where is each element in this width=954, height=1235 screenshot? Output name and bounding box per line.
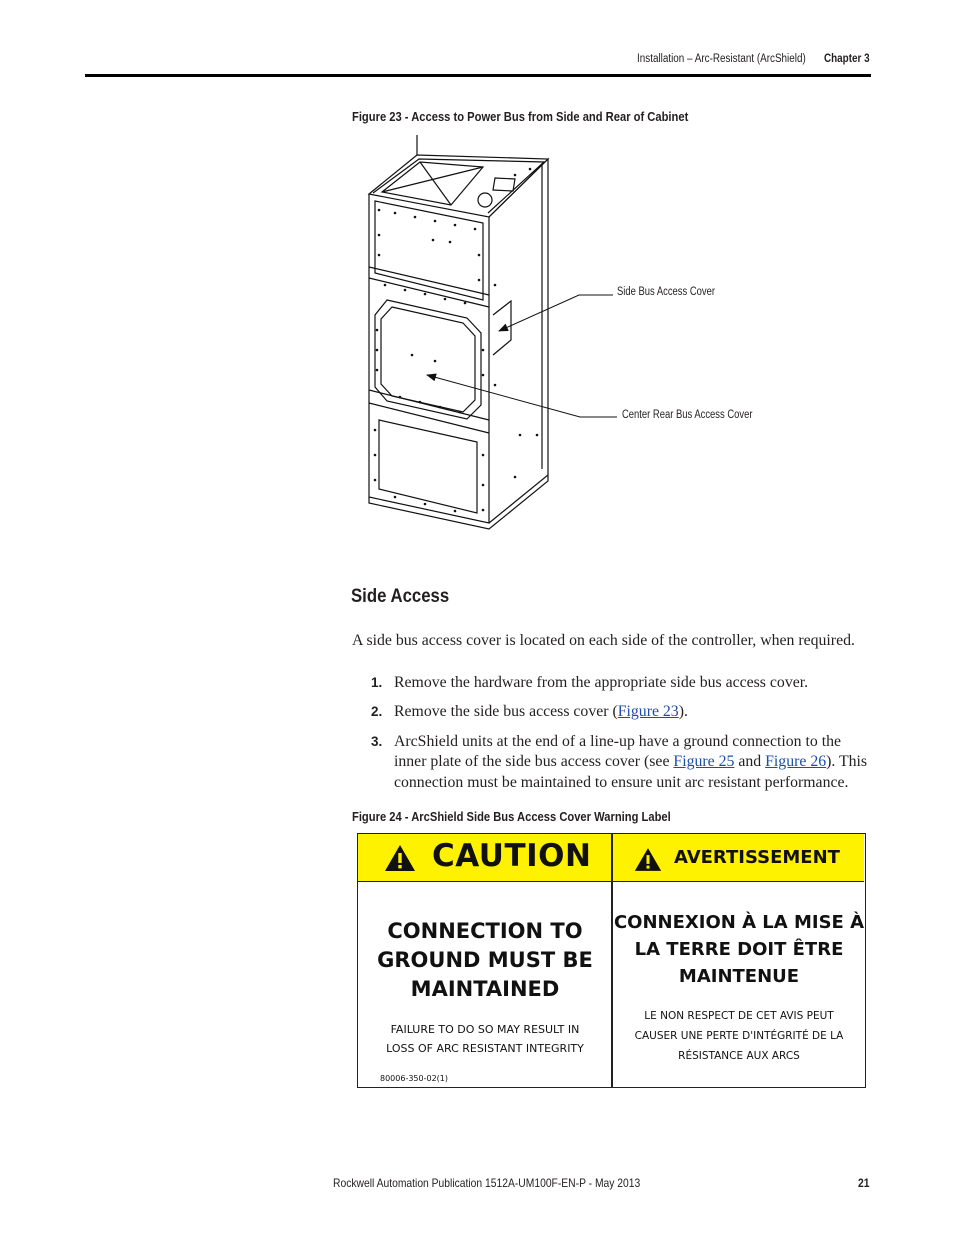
caution-message-line-3: MAINTAINED bbox=[410, 977, 560, 1001]
step-2-number: 2. bbox=[371, 704, 383, 719]
figure-23-caption: Figure 23 - Access to Power Bus from Side and Rear of Cabinet bbox=[352, 109, 689, 124]
cabinet-drawing bbox=[355, 135, 815, 535]
caution-header bbox=[358, 834, 612, 882]
caution-message-line-1: CONNECTION TO bbox=[387, 919, 583, 943]
step-1-text: Remove the hardware from the appropriate side bus access cover. bbox=[394, 674, 809, 691]
figure-23-link[interactable]: Figure 23 bbox=[617, 703, 679, 720]
figure-26-link[interactable]: Figure 26 bbox=[765, 753, 827, 770]
step-3-number: 3. bbox=[371, 734, 383, 749]
step-3-line-2-pre: inner plate of the side bus access cover (see bbox=[394, 753, 674, 770]
page-number: 21 bbox=[858, 1176, 870, 1190]
step-2-text bbox=[394, 702, 688, 723]
avertissement-submessage-line-1: LE NON RESPECT DE CET AVIS PEUT bbox=[644, 1010, 834, 1022]
step-2-text-pre: Remove the side bus access cover ( bbox=[394, 703, 618, 720]
avertissement-header bbox=[612, 834, 864, 882]
intro-paragraph: A side bus access cover is located on each side of the controller, when required. bbox=[352, 632, 855, 649]
step-3-line-1: ArcShield units at the end of a line-up have a ground connection to the bbox=[394, 733, 842, 750]
running-header-section: Installation – Arc-Resistant (ArcShield) bbox=[637, 53, 806, 65]
avertissement-title: AVERTISSEMENT bbox=[674, 847, 840, 868]
step-1-number: 1. bbox=[371, 675, 383, 690]
header-rule bbox=[85, 74, 871, 77]
footer-publication: Rockwell Automation Publication 1512A-UM100F-EN-P - May 2013 bbox=[333, 1176, 641, 1190]
step-3-line-3: connection must be maintained to ensure unit arc resistant performance. bbox=[394, 774, 849, 791]
avertissement-message-line-2: LA TERRE DOIT ÊTRE bbox=[634, 939, 844, 960]
caution-submessage-line-1: FAILURE TO DO SO MAY RESULT IN bbox=[390, 1023, 580, 1036]
section-heading: Side Access bbox=[351, 585, 450, 607]
caution-message bbox=[358, 917, 612, 1004]
figure-24-caption: Figure 24 - ArcShield Side Bus Access Cover Warning Label bbox=[352, 809, 671, 824]
caution-submessage bbox=[358, 1020, 612, 1058]
step-3-line-2-mid: and bbox=[734, 753, 766, 770]
callout-side-bus-access-cover: Side Bus Access Cover bbox=[617, 286, 716, 298]
step-3-line-2-post: ). This bbox=[826, 753, 868, 770]
step-2-text-post: ). bbox=[678, 703, 688, 720]
avertissement-submessage-line-3: RÉSISTANCE AUX ARCS bbox=[678, 1050, 800, 1062]
avertissement-submessage-line-2: CAUSER UNE PERTE D'INTÉGRITÉ DE LA bbox=[634, 1030, 844, 1042]
avertissement-message-line-3: MAINTENUE bbox=[678, 966, 800, 987]
avertissement-message bbox=[613, 909, 865, 990]
label-part-number: 80006-350-02(1) bbox=[380, 1074, 449, 1083]
warning-triangle-icon bbox=[384, 844, 416, 872]
avertissement-submessage bbox=[613, 1006, 865, 1066]
caution-title: CAUTION bbox=[432, 838, 592, 874]
warning-triangle-icon bbox=[634, 847, 662, 872]
step-3-line-2 bbox=[394, 752, 867, 773]
warning-label bbox=[357, 833, 866, 1088]
figure-25-link[interactable]: Figure 25 bbox=[673, 753, 735, 770]
caution-message-line-2: GROUND MUST BE bbox=[377, 948, 593, 972]
avertissement-message-line-1: CONNEXION À LA MISE À bbox=[613, 912, 865, 933]
running-header-chapter: Chapter 3 bbox=[824, 53, 870, 65]
caution-submessage-line-2: LOSS OF ARC RESISTANT INTEGRITY bbox=[386, 1042, 584, 1055]
callout-center-rear-bus-access-cover: Center Rear Bus Access Cover bbox=[622, 409, 753, 421]
